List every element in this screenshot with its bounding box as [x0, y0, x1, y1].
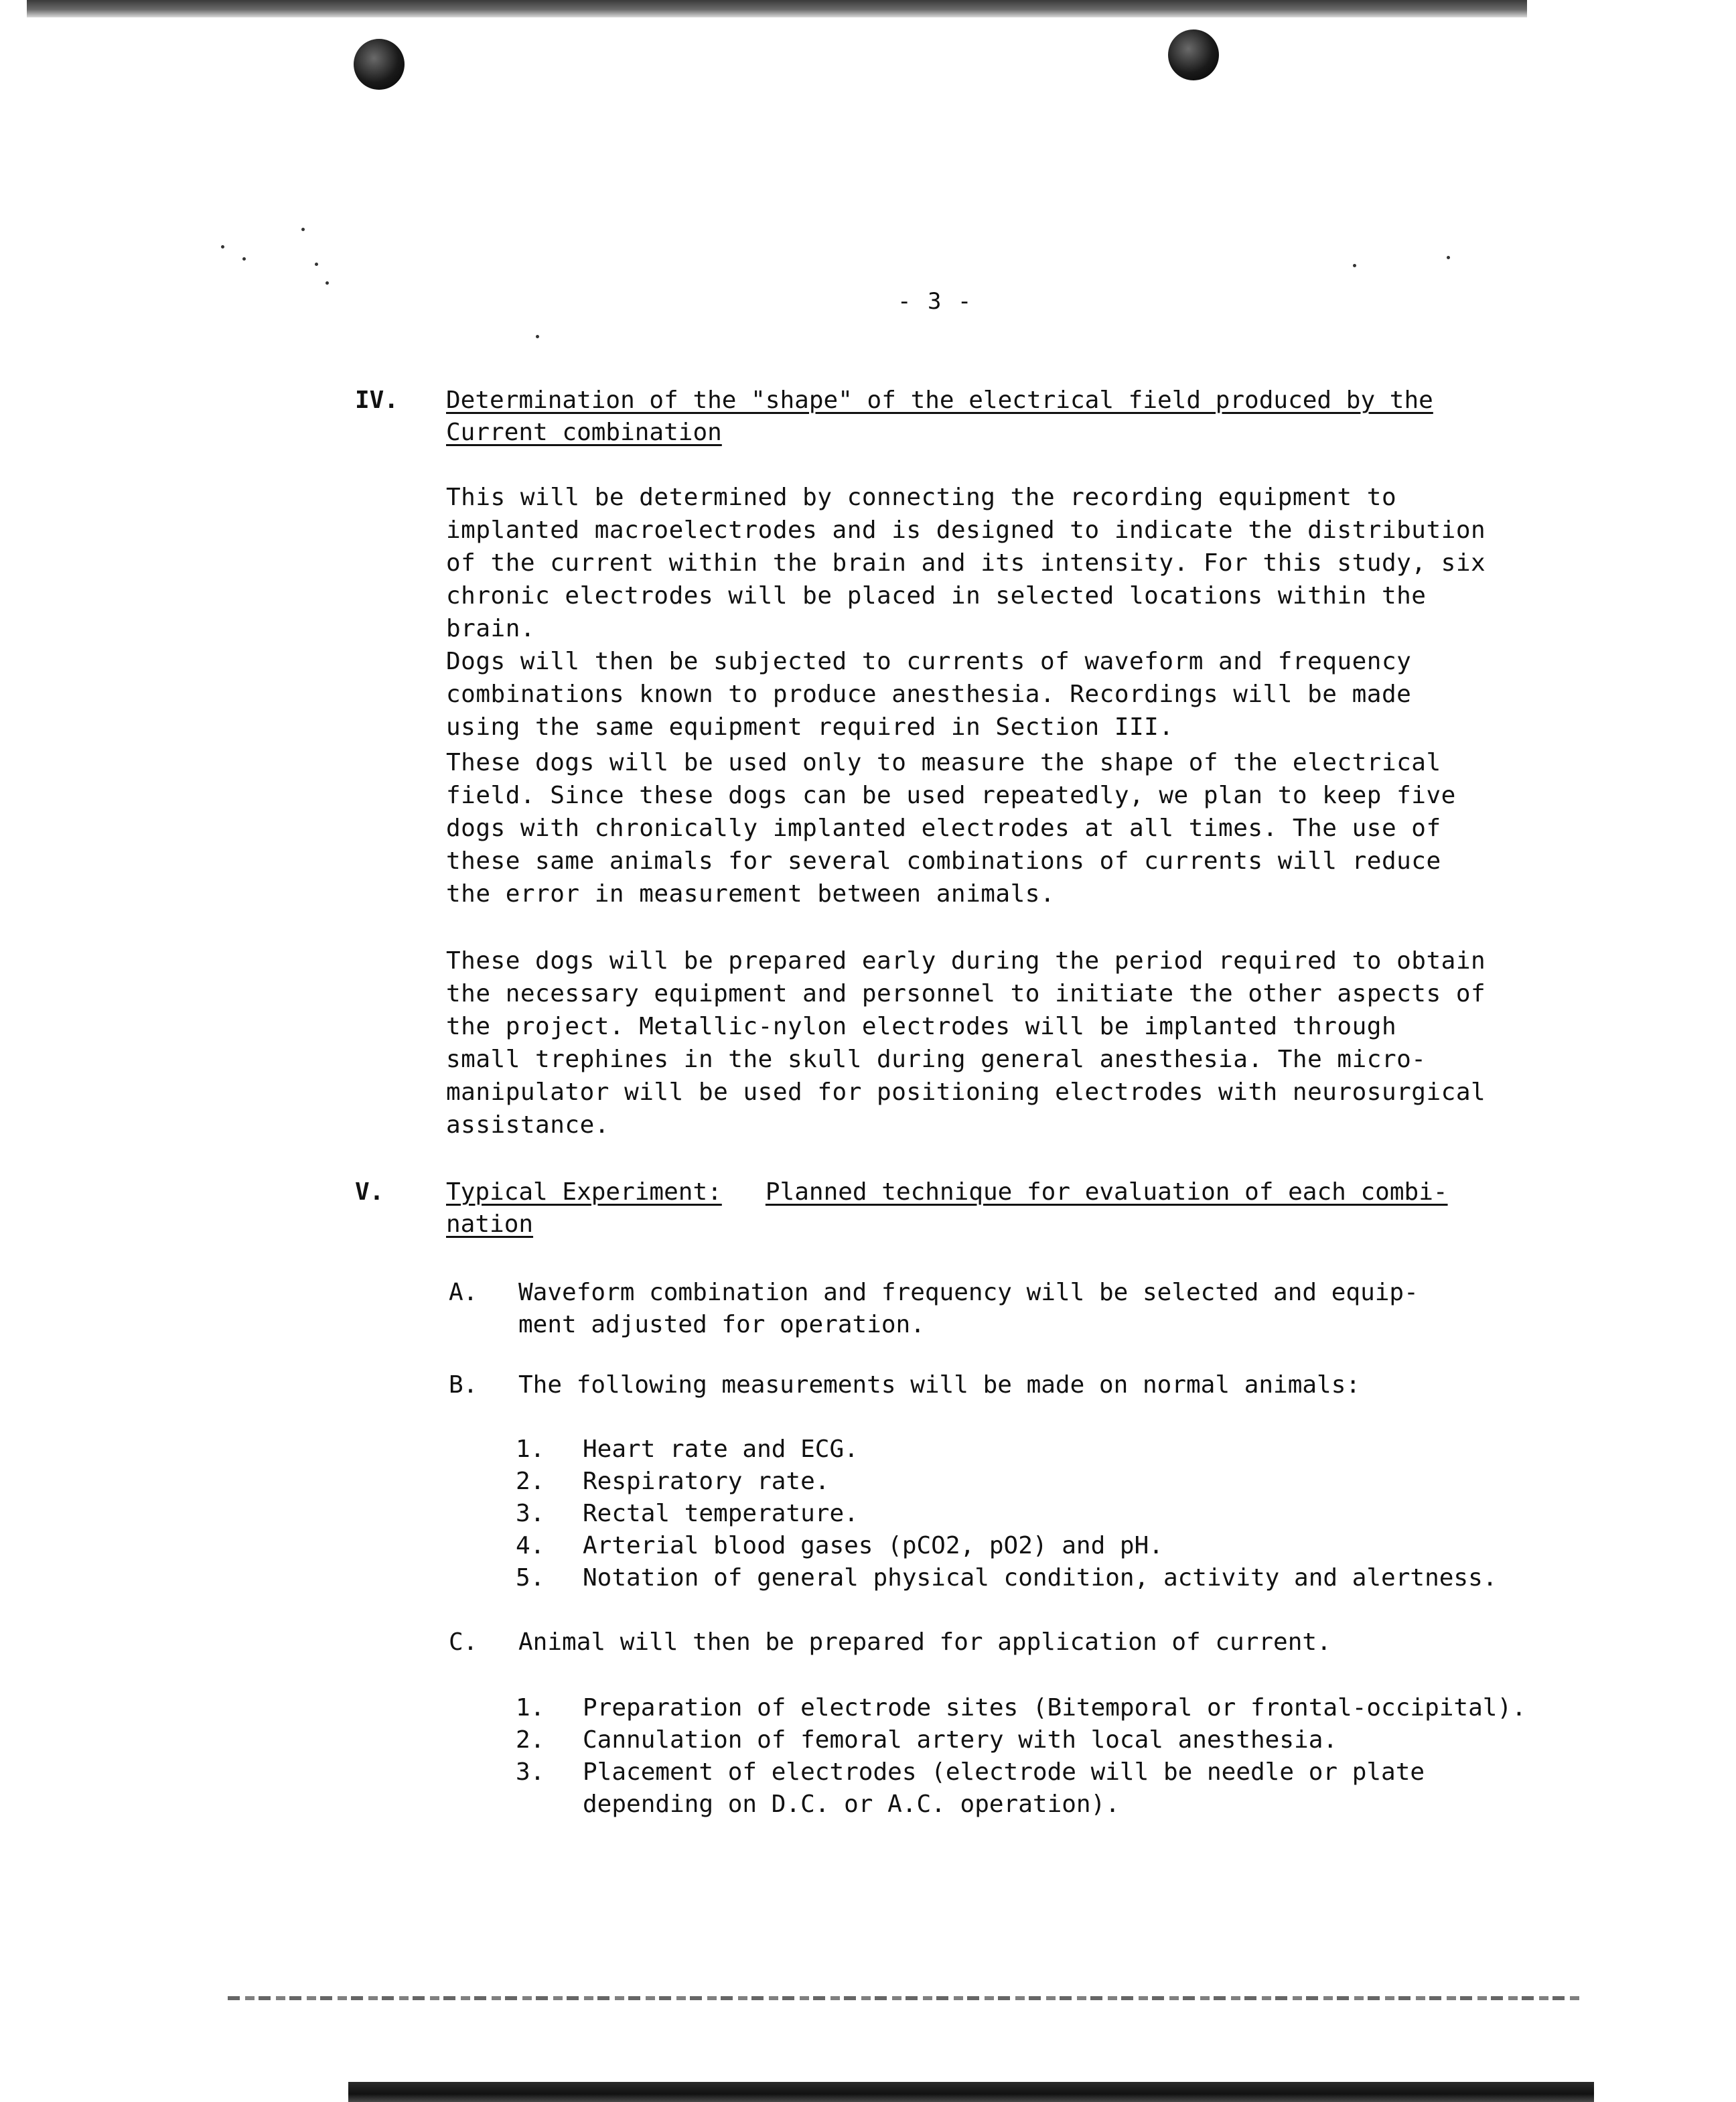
- scan-speck: [301, 228, 305, 231]
- section-number: V.: [355, 1178, 384, 1206]
- text-line: Dogs will then be subjected to currents of waveform and frequency: [446, 648, 1412, 675]
- text-line: the project. Metallic-nylon electrodes will be implanted through: [446, 1013, 1397, 1040]
- punch-hole-left: [354, 39, 405, 90]
- text-line: Animal will then be prepared for application of current.: [518, 1628, 1331, 1656]
- subitem-text: Heart rate and ECG.: [583, 1435, 859, 1463]
- text-line: This will be determined by connecting the recording equipment to: [446, 484, 1397, 511]
- scan-border-top: [27, 0, 1527, 17]
- scan-speck: [1447, 256, 1450, 259]
- item-label: B.: [449, 1371, 478, 1399]
- section-title-line: nation: [446, 1210, 534, 1238]
- text-line: manipulator will be used for positioning electrodes with neurosurgical: [446, 1078, 1486, 1106]
- scan-speck: [326, 281, 329, 285]
- text-line: using the same equipment required in Section III.: [446, 713, 1174, 741]
- text-line: These dogs will be used only to measure the shape of the electrical: [446, 749, 1441, 776]
- subitem-text: Placement of electrodes (electrode will be needle or plate: [583, 1758, 1425, 1786]
- subitem-label: 1.: [516, 1435, 545, 1463]
- text-line: dogs with chronically implanted electrodes at all times. The use of: [446, 815, 1441, 842]
- section-number: IV.: [355, 387, 399, 414]
- subitem-text: Arterial blood gases (pCO2, pO2) and pH.: [583, 1532, 1163, 1559]
- subitem-text: Respiratory rate.: [583, 1468, 830, 1495]
- subitem-label: 3.: [516, 1758, 545, 1786]
- paragraph: [446, 746, 1498, 910]
- text-line: small trephines in the skull during general anesthesia. The micro-: [446, 1046, 1427, 1073]
- text-line: These dogs will be prepared early during the period required to obtain: [446, 947, 1486, 975]
- subitem-label: 5.: [516, 1564, 545, 1592]
- text-line: combinations known to produce anesthesia. Recordings will be made: [446, 681, 1412, 708]
- subitem-label: 4.: [516, 1532, 545, 1559]
- text-line: The following measurements will be made on normal animals:: [518, 1371, 1361, 1399]
- text-line: of the current within the brain and its intensity. For this study, six: [446, 549, 1486, 577]
- subitem-text: Cannulation of femoral artery with local anesthesia.: [583, 1726, 1338, 1754]
- subitem-text: Notation of general physical condition, activity and alertness.: [583, 1564, 1498, 1592]
- scan-speck: [315, 263, 318, 266]
- text-line: implanted macroelectrodes and is designed to indicate the distribution: [446, 516, 1486, 544]
- page-number: - 3 -: [897, 288, 973, 315]
- item-label: A.: [449, 1279, 478, 1306]
- scan-speck: [221, 245, 224, 249]
- text-line: these same animals for several combinations of currents will reduce: [446, 847, 1441, 875]
- scan-speck: [1353, 264, 1356, 267]
- subitem-label: 3.: [516, 1500, 545, 1527]
- subitem-label: 2.: [516, 1726, 545, 1754]
- subitem-text: Rectal temperature.: [583, 1500, 859, 1527]
- paragraph: [446, 481, 1498, 744]
- item-label: C.: [449, 1628, 478, 1656]
- paragraph: [446, 944, 1498, 1141]
- section-title-part: Typical Experiment:: [446, 1178, 722, 1206]
- section-title-part: Planned technique for evaluation of each combi-: [765, 1178, 1448, 1206]
- scan-border-bottom: [348, 2082, 1594, 2102]
- text-line: assistance.: [446, 1111, 609, 1139]
- text-line: chronic electrodes will be placed in selected locations within the brain.: [446, 582, 1427, 642]
- subitem-label: 1.: [516, 1694, 545, 1722]
- text-line: field. Since these dogs can be used repeatedly, we plan to keep five: [446, 782, 1456, 809]
- scan-artifact-line: [228, 1996, 1581, 2000]
- section-title-line: Current combination: [446, 419, 722, 446]
- text-line: the error in measurement between animals.: [446, 880, 1056, 908]
- section-title-line: Determination of the "shape" of the electrical field produced by the: [446, 387, 1433, 414]
- scan-speck: [536, 335, 539, 338]
- text-line: ment adjusted for operation.: [518, 1311, 925, 1338]
- punch-hole-right: [1168, 29, 1219, 80]
- subitem-text: depending on D.C. or A.C. operation).: [583, 1791, 1120, 1818]
- subitem-label: 2.: [516, 1468, 545, 1495]
- text-line: Waveform combination and frequency will be selected and equip-: [518, 1279, 1419, 1306]
- scan-speck: [242, 257, 246, 261]
- subitem-text: Preparation of electrode sites (Bitemporal or frontal-occipital).: [583, 1694, 1526, 1722]
- text-line: the necessary equipment and personnel to initiate the other aspects of: [446, 980, 1486, 1007]
